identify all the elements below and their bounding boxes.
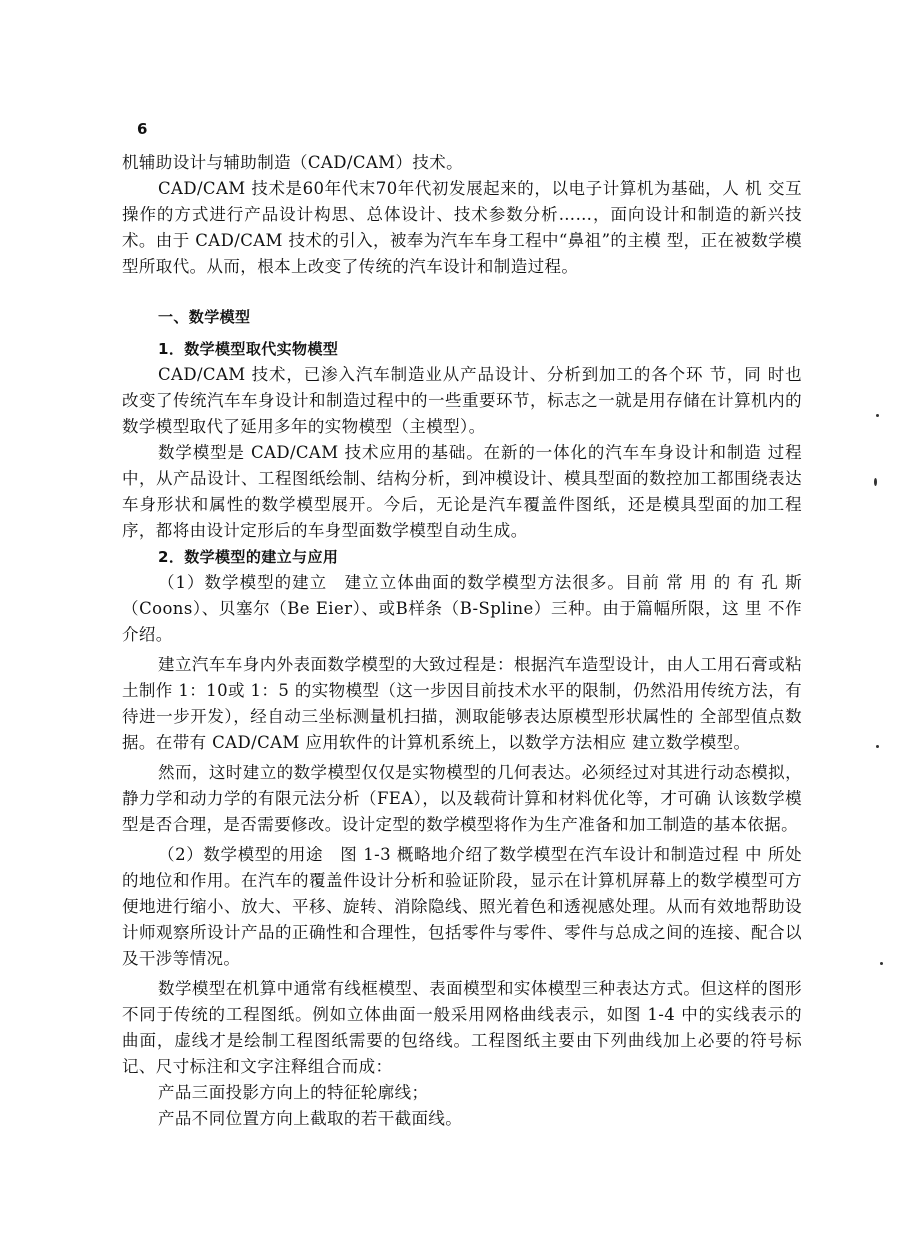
- paragraph-continuation: 机辅助设计与辅助制造（CAD/CAM）技术。: [122, 153, 464, 172]
- subsection-heading-2: 2．数学模型的建立与应用: [158, 548, 339, 566]
- paragraph-building-process: 建立汽车车身内外表面数学模型的大致过程是：根据汽车造型设计，由人工用石膏或粘土制作 1：10或 1：5 的实物模型（这一步因目前技术水平的限制，仍然沿用传统方法，有待进一步开发），经自动三坐标测量机扫描，测取能够表达原模型形状属性的 全部型值点数据。在带有 CAD/CAM 应用软件的计算机系统上，以数学方法相应 建立数学模型。: [122, 655, 802, 752]
- scan-speck: [880, 962, 883, 965]
- scan-speck: [876, 745, 879, 748]
- paragraph-model-validation: 然而，这时建立的数学模型仅仅是实物模型的几何表达。必须经过对其进行动态模拟，静力学和动力学的有限元法分析（FEA），以及载荷计算和材料优化等，才可确 认该数学模型是否合理，是否需要修改。设计定型的数学模型将作为生产准备和加工制造的基本依据。: [122, 763, 802, 834]
- paragraph-model-usage: （2）数学模型的用途 图 1-3 概略地介绍了数学模型在汽车设计和制造过程 中 所处的地位和作用。在汽车的覆盖件设计分析和验证阶段，显示在计算机屏幕上的数学模型可方便地进行缩小、放大、平移、旋转、消除隐线、照光着色和透视感处理。从而有效地帮助设计师观察所设计产品的正确性和合理性，包括零件与零件、零件与总成之间的连接、配合以及干涉等情况。: [122, 845, 802, 968]
- list-item-contour-lines: 产品三面投影方向上的特征轮廓线；: [158, 1083, 429, 1102]
- body-text: [122, 150, 802, 1132]
- subsection-heading-1: 1．数学模型取代实物模型: [158, 340, 339, 358]
- section-heading-math-model: 一、数学模型: [158, 308, 251, 326]
- list-item-section-lines: 产品不同位置方向上截取的若干截面线。: [158, 1109, 463, 1128]
- page-number: 6: [137, 120, 148, 138]
- paragraph-model-building: （1）数学模型的建立 建立立体曲面的数学模型方法很多。目前 常 用 的 有 孔 斯（Coons）、贝塞尔（Be Eier）、或B样条（B-Spline）三种。由于篇幅所限，这 里 不作介绍。: [122, 573, 802, 644]
- paragraph-math-model-basis: 数学模型是 CAD/CAM 技术应用的基础。在新的一体化的汽车车身设计和制造 过程中，从产品设计、工程图纸绘制、结构分析，到冲模设计、模具型面的数控加工都围绕表达车身形状和属性的数学模型展开。今后，无论是汽车覆盖件图纸，还是模具型面的加工程序，都将由设计定形后的车身型面数学模型自动生成。: [122, 443, 802, 540]
- paragraph-replace-physical-model: CAD/CAM 技术，已渗入汽车制造业从产品设计、分析到加工的各个环 节，同 时也改变了传统汽车车身设计和制造过程中的一些重要环节，标志之一就是用存储在计算机内的数学模型取代了延用多年的实物模型（主模型）。: [122, 365, 802, 436]
- paragraph-cadcam-intro: CAD/CAM 技术是60年代末70年代初发展起来的，以电子计算机为基础，人 机 交互操作的方式进行产品设计构思、总体设计、技术参数分析……，面向设计和制造的新兴技术。由于 CAD/CAM 技术的引入，被奉为汽车车身工程中“鼻祖”的主模 型，正在被数学模型所取代。从而，根本上改变了传统的汽车设计和制造过程。: [122, 179, 802, 276]
- scan-speck: [874, 478, 877, 486]
- paragraph-model-representation: 数学模型在机算中通常有线框模型、表面模型和实体模型三种表达方式。但这样的图形不同于传统的工程图纸。例如立体曲面一般采用网格曲线表示，如图 1-4 中的实线表示的曲面，虚线才是绘制工程图纸需要的包络线。工程图纸主要由下列曲线加上必要的符号标记、尺寸标注和文字注释组合而成：: [122, 979, 802, 1076]
- scan-speck: [876, 414, 879, 417]
